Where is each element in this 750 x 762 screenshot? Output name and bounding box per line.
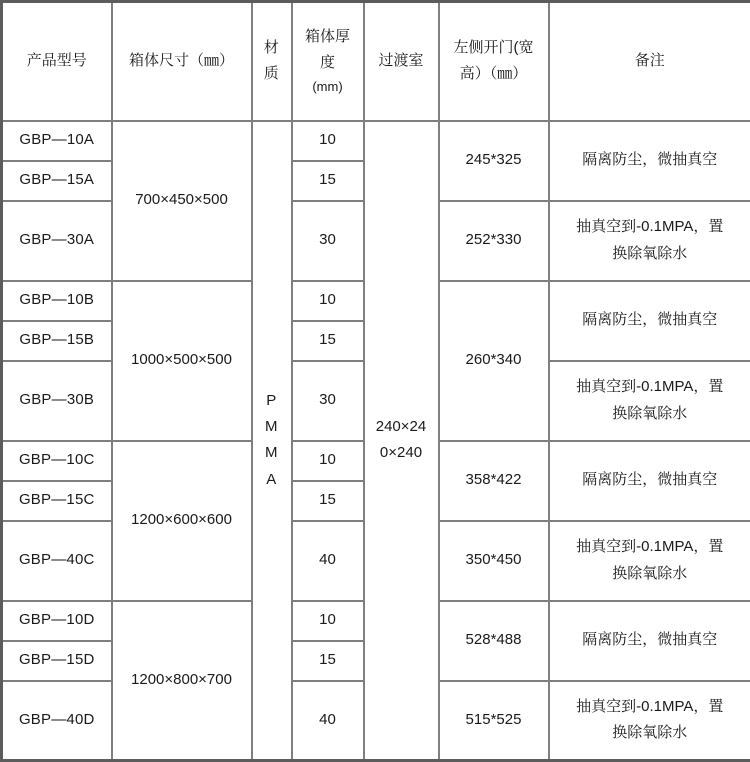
material-char-1: P	[257, 388, 287, 414]
cell-door-size: 252*330	[439, 201, 549, 281]
cell-model: GBP—40C	[2, 521, 112, 601]
header-cell-remark: 备注	[549, 2, 750, 121]
header-thickness-line-2: 度	[297, 50, 359, 76]
cell-model: GBP—15C	[2, 481, 112, 521]
header-door-line-1: 左侧开门(宽	[444, 35, 544, 61]
cell-model: GBP—30A	[2, 201, 112, 281]
remark-line-2: 换除氧除水	[554, 401, 747, 427]
header-cell-door-size	[439, 2, 549, 121]
header-thickness-line-1: 箱体厚	[297, 24, 359, 50]
cell-model: GBP—15A	[2, 161, 112, 201]
cell-thickness: 10	[292, 441, 364, 481]
cell-model: GBP—15B	[2, 321, 112, 361]
cell-remark	[549, 201, 750, 281]
remark-line-1: 隔离防尘，微抽真空	[554, 307, 747, 333]
cell-box-size: 1000×500×500	[112, 281, 252, 441]
cell-model: GBP—10C	[2, 441, 112, 481]
cell-model: GBP—40D	[2, 681, 112, 761]
chamber-line-2: 0×240	[369, 440, 434, 466]
remark-line-1: 抽真空到-0.1MPA，置	[554, 534, 747, 560]
cell-box-size: 700×450×500	[112, 121, 252, 281]
cell-thickness: 10	[292, 601, 364, 641]
cell-thickness: 30	[292, 201, 364, 281]
cell-thickness: 10	[292, 281, 364, 321]
cell-model: GBP—10D	[2, 601, 112, 641]
cell-model: GBP—30B	[2, 361, 112, 441]
cell-door-size: 515*525	[439, 681, 549, 761]
table-row	[2, 121, 750, 161]
remark-line-2: 换除氧除水	[554, 720, 747, 746]
cell-door-size: 245*325	[439, 121, 549, 201]
cell-thickness: 40	[292, 521, 364, 601]
header-material-line-1: 材	[257, 35, 287, 61]
cell-thickness: 15	[292, 321, 364, 361]
remark-line-2: 换除氧除水	[554, 241, 747, 267]
remark-line-1: 隔离防尘，微抽真空	[554, 147, 747, 173]
cell-thickness: 40	[292, 681, 364, 761]
remark-line-2: 换除氧除水	[554, 561, 747, 587]
material-char-2: M	[257, 414, 287, 440]
header-cell-transition-chamber: 过渡室	[364, 2, 439, 121]
remark-line-1: 抽真空到-0.1MPA，置	[554, 694, 747, 720]
header-door-line-2: 高）（㎜）	[444, 61, 544, 87]
cell-remark	[549, 601, 750, 681]
cell-door-size: 528*488	[439, 601, 549, 681]
cell-model: GBP—15D	[2, 641, 112, 681]
cell-material	[252, 121, 292, 761]
header-thickness-line-3: (mm)	[297, 76, 359, 99]
cell-thickness: 10	[292, 121, 364, 161]
cell-box-size: 1200×800×700	[112, 601, 252, 761]
cell-thickness: 15	[292, 641, 364, 681]
cell-remark	[549, 281, 750, 361]
remark-line-1: 抽真空到-0.1MPA，置	[554, 214, 747, 240]
header-material-line-2: 质	[257, 61, 287, 87]
cell-box-size: 1200×600×600	[112, 441, 252, 601]
header-cell-thickness	[292, 2, 364, 121]
cell-door-size: 358*422	[439, 441, 549, 521]
cell-remark	[549, 681, 750, 761]
remark-line-1: 抽真空到-0.1MPA，置	[554, 374, 747, 400]
remark-line-1: 隔离防尘，微抽真空	[554, 627, 747, 653]
cell-remark	[549, 521, 750, 601]
remark-line-1: 隔离防尘，微抽真空	[554, 467, 747, 493]
cell-model: GBP—10B	[2, 281, 112, 321]
header-cell-model: 产品型号	[2, 2, 112, 121]
cell-remark	[549, 441, 750, 521]
table-header-row	[2, 2, 750, 121]
cell-thickness: 15	[292, 481, 364, 521]
material-char-4: A	[257, 467, 287, 493]
cell-thickness: 30	[292, 361, 364, 441]
cell-transition-chamber	[364, 121, 439, 761]
header-cell-material	[252, 2, 292, 121]
cell-door-size: 350*450	[439, 521, 549, 601]
cell-door-size: 260*340	[439, 281, 549, 441]
material-char-3: M	[257, 440, 287, 466]
cell-remark	[549, 361, 750, 441]
cell-model: GBP—10A	[2, 121, 112, 161]
header-cell-box-size: 箱体尺寸（㎜）	[112, 2, 252, 121]
chamber-line-1: 240×24	[369, 414, 434, 440]
cell-thickness: 15	[292, 161, 364, 201]
cell-remark	[549, 121, 750, 201]
